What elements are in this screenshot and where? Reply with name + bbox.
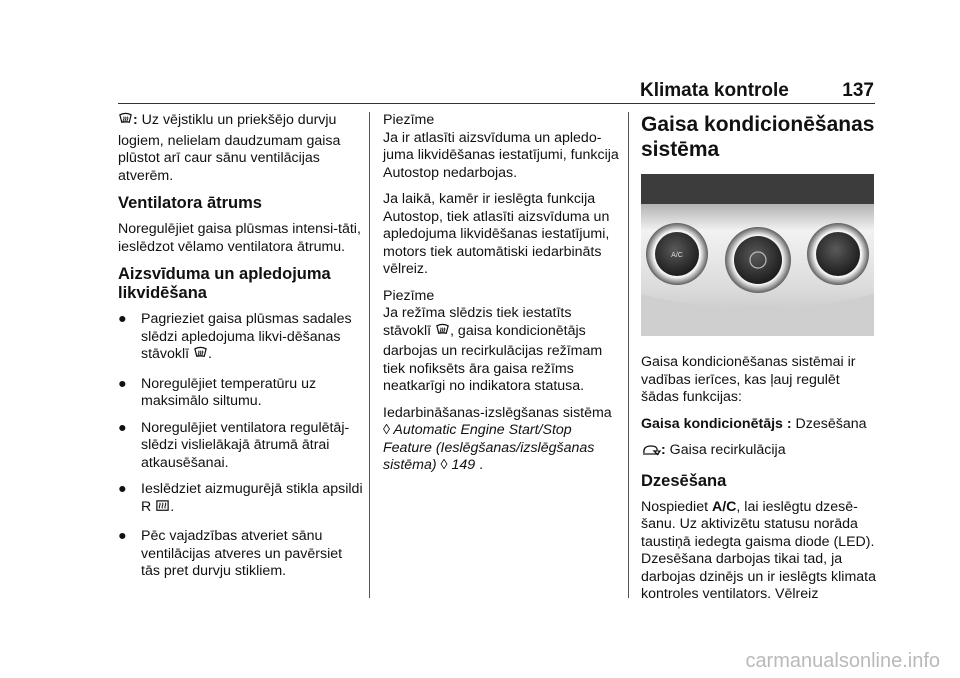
ac-function-value: Dzesēšana xyxy=(791,415,867,432)
heading-defog: Aizsvīduma un apledojuma likvidēšana xyxy=(118,265,331,302)
page-reference-link[interactable]: 149 xyxy=(447,457,476,473)
ac-button-label: A/C xyxy=(671,252,683,259)
list-item xyxy=(118,420,364,473)
rear-window-defrost-icon xyxy=(155,499,170,520)
bullet-text: Noregulējiet ventilatora regulētāj-slēdzi vislielākajā ātrumā ātrai atkausēšanai. xyxy=(141,419,350,471)
bullet-marker: ● xyxy=(118,419,127,436)
windshield-defrost-icon xyxy=(118,112,133,133)
list-item: ● Pagrieziet gaisa plūsmas sadales slēdzi apledojuma likvi-dēšanas stāvoklī . xyxy=(118,311,364,367)
control-knob-left xyxy=(646,223,708,285)
control-knob-right xyxy=(807,223,869,285)
windshield-defrost-icon xyxy=(435,323,450,344)
cross-reference-paragraph: Iedarbināšanas-izslēgšanas sistēma ◊ Automatic Engine Start/Stop Feature (Ieslēgšanas/izslēgšanas sistēma) ◊ 149 . xyxy=(383,404,612,473)
list-item xyxy=(118,376,364,411)
watermark: carmanualsonline.info xyxy=(745,650,940,672)
intro-paragraph xyxy=(118,112,364,185)
heading-fan-speed: Ventilatora ātrums xyxy=(118,194,262,212)
page-header xyxy=(620,80,874,102)
ac-function-label: Gaisa kondicionētājs : xyxy=(641,415,792,432)
bullet-marker: ● xyxy=(118,311,127,327)
header-rule xyxy=(118,103,875,104)
bullet-marker: ● xyxy=(118,528,127,544)
bullet-text: Pēc vajadzības atveriet sānu ventilācijas atveres un pavērsiet tās pret durvju stikliem. xyxy=(141,528,343,579)
control-knob-center xyxy=(725,227,791,293)
cross-reference-arrow: ◊ xyxy=(383,422,391,438)
list-item xyxy=(118,528,364,581)
note-label: Piezīme xyxy=(383,112,435,128)
note-text: Ja režīma slēdzis tiek iestatīts stāvoklī , gaisa kondicionētājs darbojas un recirkulācijas režīmam tiek nofiksēts āra gaisa režīms neatkarīgi no indikatora statusa. xyxy=(383,305,603,394)
note-text: Ja ir atlasīti aizsvīduma un apledo-juma likvidēšanas iestatījumi, funkcija Autostop nedarbojas. xyxy=(383,129,619,181)
bullet-text: Noregulējiet temperatūru uz maksimālo siltumu. xyxy=(141,375,317,409)
recirc-function-label: : xyxy=(661,442,666,458)
intro-label: : xyxy=(133,112,138,128)
ac-button-reference: A/C xyxy=(711,498,737,515)
windshield-defrost-icon xyxy=(193,346,208,367)
intro-text: Uz vējstiklu un priekšējo durvju logiem, nelielam daudzumam gaisa plūstot arī caur sānu ventilācijas atverēm. xyxy=(118,112,341,184)
note-label: Piezīme xyxy=(383,287,435,304)
fan-speed-paragraph: Noregulējiet gaisa plūsmas intensi-tāti, ieslēdzot vēlamo ventilatora ātrumu. xyxy=(118,221,361,255)
heading-cooling: Dzesēšana xyxy=(641,471,727,490)
climate-control-photo xyxy=(641,174,874,336)
cooling-paragraph: Nospiediet A/C, lai ieslēgtu dzesē-šanu. Uz aktivizētu statusu norāda taustiņā iedegta gaisma diode (LED). Dzesēšana darbojas tikai tad, ja darbojas dzinējs un ir ieslēgts klimata kontroles ventilators. Vēlreiz xyxy=(641,498,876,602)
heading-air-conditioning: Gaisa kondicionēšanas sistēma xyxy=(641,113,875,161)
bullet-marker: ● xyxy=(118,481,127,497)
list-item: ● Ieslēdziet aizmugurējā stikla apsildi R . xyxy=(118,481,364,519)
bullet-text: Pagrieziet gaisa plūsmas sadales slēdzi apledojuma likvi-dēšanas stāvoklī xyxy=(141,311,352,362)
section-title: Klimata kontrole xyxy=(640,80,789,101)
page-reference-arrow: ◊ xyxy=(440,457,448,473)
bullet-text: Ieslēdziet aizmugurējā stikla apsildi R xyxy=(141,481,363,515)
recirc-function-value: Gaisa recirkulācija xyxy=(665,442,786,458)
column-1 xyxy=(118,112,364,590)
autostop-paragraph: Ja laikā, kamēr ir ieslēgta funkcija Autostop, tiek atlasīti aizsvīduma un apledojuma likvidēšanas iestatījumi, motors tiek automātiski iedarbināts vēlreiz. xyxy=(383,191,610,277)
recirculation-icon xyxy=(641,443,661,463)
cross-reference-link[interactable]: Automatic Engine Start/Stop Feature (Ieslēgšanas/izslēgšanas sistēma) xyxy=(383,422,595,473)
column-2 xyxy=(383,112,619,484)
column-divider-1 xyxy=(369,112,370,598)
recirc-function-line xyxy=(641,442,877,463)
ac-intro-paragraph: Gaisa kondicionēšanas sistēmai ir vadības ierīces, kas ļauj regulēt šādas funkcijas: xyxy=(641,354,856,405)
page-number: 137 xyxy=(842,80,874,101)
column-divider-2 xyxy=(628,112,629,598)
column-3 xyxy=(641,112,877,613)
bullet-marker: ● xyxy=(118,375,127,392)
ac-function-line xyxy=(641,416,877,434)
